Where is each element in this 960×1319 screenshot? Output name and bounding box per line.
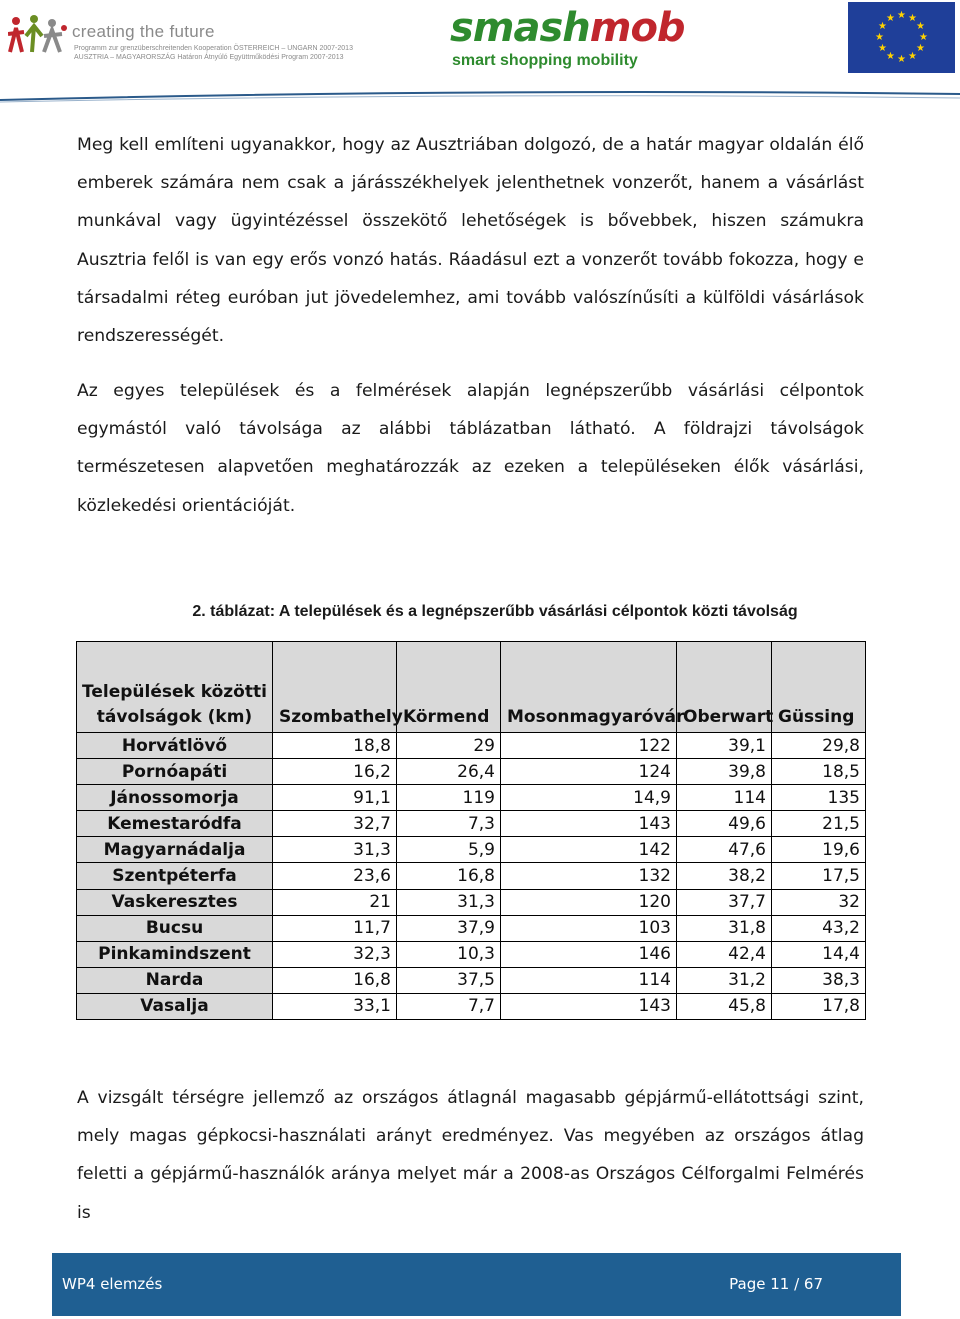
distance-cell: 11,7 bbox=[273, 915, 397, 941]
table-row bbox=[77, 837, 866, 863]
creating-the-future-logo bbox=[8, 12, 353, 64]
distance-cell: 37,7 bbox=[677, 889, 772, 915]
smashmob-word-part2: mob bbox=[589, 5, 685, 51]
row-header-settlement: Horvátlövő bbox=[77, 733, 273, 759]
distance-cell: 43,2 bbox=[772, 915, 866, 941]
svg-text:★: ★ bbox=[916, 43, 925, 54]
distance-cell: 119 bbox=[397, 785, 501, 811]
distance-cell: 7,7 bbox=[397, 993, 501, 1019]
distance-cell: 32,3 bbox=[273, 941, 397, 967]
svg-text:★: ★ bbox=[919, 32, 928, 43]
table-row bbox=[77, 863, 866, 889]
distance-cell: 31,3 bbox=[273, 837, 397, 863]
distance-cell: 29,8 bbox=[772, 733, 866, 759]
table-row bbox=[77, 759, 866, 785]
row-header-settlement: Kemestaródfa bbox=[77, 811, 273, 837]
paragraph-2: Az egyes települések és a felmérések alapján legnépszerűbb vásárlási célpontok egymástól való távolsága az alábbi táblázatban látható. A földrajzi távolságok természetesen alapvetően meghatározzák az ezeken a településeken élők vásárlási, közlekedési orientációját. bbox=[77, 381, 864, 516]
distance-cell: 23,6 bbox=[273, 863, 397, 889]
page-header bbox=[0, 0, 960, 104]
table-row bbox=[77, 733, 866, 759]
distance-cell: 49,6 bbox=[677, 811, 772, 837]
table-caption: 2. táblázat: A települések és a legnépszerűbb vásárlási célpontok közti távolság bbox=[192, 603, 798, 620]
svg-text:★: ★ bbox=[878, 43, 887, 54]
table-row bbox=[77, 915, 866, 941]
row-header-settlement: Pornóapáti bbox=[77, 759, 273, 785]
svg-text:★: ★ bbox=[886, 51, 895, 62]
distance-cell: 29 bbox=[397, 733, 501, 759]
footer-document-name: WP4 elemzés bbox=[62, 1275, 163, 1293]
distance-cell: 38,2 bbox=[677, 863, 772, 889]
distance-cell: 19,6 bbox=[772, 837, 866, 863]
corner-header: Települések közötti távolságok (km) bbox=[77, 642, 273, 733]
distance-table bbox=[76, 641, 866, 1020]
distance-cell: 143 bbox=[501, 993, 677, 1019]
distance-cell: 39,8 bbox=[677, 759, 772, 785]
row-header-settlement: Vaskeresztes bbox=[77, 889, 273, 915]
distance-cell: 38,3 bbox=[772, 967, 866, 993]
distance-cell: 142 bbox=[501, 837, 677, 863]
distance-cell: 14,9 bbox=[501, 785, 677, 811]
distance-cell: 7,3 bbox=[397, 811, 501, 837]
svg-text:★: ★ bbox=[897, 54, 906, 65]
distance-cell: 42,4 bbox=[677, 941, 772, 967]
column-header: Mosonmagyaróvár bbox=[501, 642, 677, 733]
distance-cell: 124 bbox=[501, 759, 677, 785]
table-header-row bbox=[77, 642, 866, 733]
distance-cell: 146 bbox=[501, 941, 677, 967]
distance-cell: 10,3 bbox=[397, 941, 501, 967]
distance-cell: 143 bbox=[501, 811, 677, 837]
row-header-settlement: Szentpéterfa bbox=[77, 863, 273, 889]
smashmob-tagline: smart shopping mobility bbox=[452, 52, 638, 69]
svg-text:★: ★ bbox=[878, 21, 887, 32]
distance-cell: 39,1 bbox=[677, 733, 772, 759]
header-swoosh-line bbox=[0, 84, 960, 104]
row-header-settlement: Bucsu bbox=[77, 915, 273, 941]
distance-cell: 114 bbox=[501, 967, 677, 993]
people-figures-icon bbox=[8, 14, 70, 54]
distance-cell: 31,8 bbox=[677, 915, 772, 941]
distance-cell: 16,8 bbox=[273, 967, 397, 993]
distance-cell: 18,5 bbox=[772, 759, 866, 785]
distance-cell: 47,6 bbox=[677, 837, 772, 863]
distance-cell: 122 bbox=[501, 733, 677, 759]
distance-cell: 132 bbox=[501, 863, 677, 889]
paragraph-3: A vizsgált térségre jellemző az országos átlagnál magasabb gépjármű-ellátottsági szint, mely magas gépkocsi-használati arányt eredményez. Vas megyében az országos átlag feletti a gépjármű-használók aránya melyet már a 2008-as Országos Célforgalmi Felmérés is bbox=[77, 1088, 864, 1223]
distance-cell: 103 bbox=[501, 915, 677, 941]
svg-text:★: ★ bbox=[897, 10, 906, 21]
distance-cell: 91,1 bbox=[273, 785, 397, 811]
distance-cell: 37,9 bbox=[397, 915, 501, 941]
distance-cell: 14,4 bbox=[772, 941, 866, 967]
page-number: Page 11 / 67 bbox=[729, 1275, 823, 1293]
distance-cell: 16,2 bbox=[273, 759, 397, 785]
table-row bbox=[77, 941, 866, 967]
svg-text:★: ★ bbox=[908, 51, 917, 62]
ctf-subtitle-1: Programm zur grenzüberschreitenden Kooperation ÖSTERREICH – UNGARN 2007-2013 bbox=[74, 45, 353, 52]
smashmob-logo bbox=[448, 5, 685, 76]
distance-cell: 21 bbox=[273, 889, 397, 915]
distance-cell: 135 bbox=[772, 785, 866, 811]
distance-cell: 31,3 bbox=[397, 889, 501, 915]
table-row bbox=[77, 967, 866, 993]
svg-text:★: ★ bbox=[886, 13, 895, 24]
column-header: Szombathely bbox=[273, 642, 397, 733]
distance-cell: 17,8 bbox=[772, 993, 866, 1019]
table-row bbox=[77, 811, 866, 837]
page-footer bbox=[52, 1253, 901, 1316]
distance-cell: 16,8 bbox=[397, 863, 501, 889]
row-header-settlement: Magyarnádalja bbox=[77, 837, 273, 863]
distance-cell: 26,4 bbox=[397, 759, 501, 785]
ctf-title: creating the future bbox=[72, 22, 215, 41]
column-header: Körmend bbox=[397, 642, 501, 733]
row-header-settlement: Jánossomorja bbox=[77, 785, 273, 811]
distance-cell: 5,9 bbox=[397, 837, 501, 863]
distance-cell: 17,5 bbox=[772, 863, 866, 889]
smashmob-word-part1: smash bbox=[450, 5, 590, 51]
paragraph-1: Meg kell említeni ugyanakkor, hogy az Ausztriában dolgozó, de a határ magyar oldalán élő emberek számára nem csak a járásszékhelyek jelenthetnek vonzerőt, hanem a vásárlást munkával vagy ügyintézéssel összekötő lehetőségek is bővebbek, hiszen számukra Ausztria felől is van egy erős vonzó hatás. Ráadásul ezt a vonzerőt tovább fokozza, hogy e társadalmi réteg euróban jut jövedelemhez, ami tovább valószínűsíti a külföldi vásárlások rendszerességét. bbox=[77, 135, 864, 347]
ctf-subtitle-2: AUSZTRIA – MAGYARORSZÁG Határon Átnyúló Együttműködési Program 2007-2013 bbox=[74, 54, 344, 61]
column-header: Oberwart bbox=[677, 642, 772, 733]
row-header-settlement: Pinkamindszent bbox=[77, 941, 273, 967]
distance-cell: 32 bbox=[772, 889, 866, 915]
row-header-settlement: Narda bbox=[77, 967, 273, 993]
distance-cell: 31,2 bbox=[677, 967, 772, 993]
table-body bbox=[77, 733, 866, 1020]
distance-cell: 114 bbox=[677, 785, 772, 811]
row-header-settlement: Vasalja bbox=[77, 993, 273, 1019]
distance-cell: 37,5 bbox=[397, 967, 501, 993]
distance-cell: 18,8 bbox=[273, 733, 397, 759]
distance-cell: 33,1 bbox=[273, 993, 397, 1019]
table-row bbox=[77, 889, 866, 915]
svg-text:★: ★ bbox=[875, 32, 884, 43]
svg-text:★: ★ bbox=[908, 13, 917, 24]
distance-cell: 21,5 bbox=[772, 811, 866, 837]
table-row bbox=[77, 993, 866, 1019]
smashmob-wordmark bbox=[450, 6, 685, 50]
distance-cell: 32,7 bbox=[273, 811, 397, 837]
column-header: Güssing bbox=[772, 642, 866, 733]
eu-flag-icon bbox=[848, 2, 955, 73]
table-row bbox=[77, 785, 866, 811]
svg-text:★: ★ bbox=[916, 21, 925, 32]
distance-cell: 120 bbox=[501, 889, 677, 915]
distance-cell: 45,8 bbox=[677, 993, 772, 1019]
